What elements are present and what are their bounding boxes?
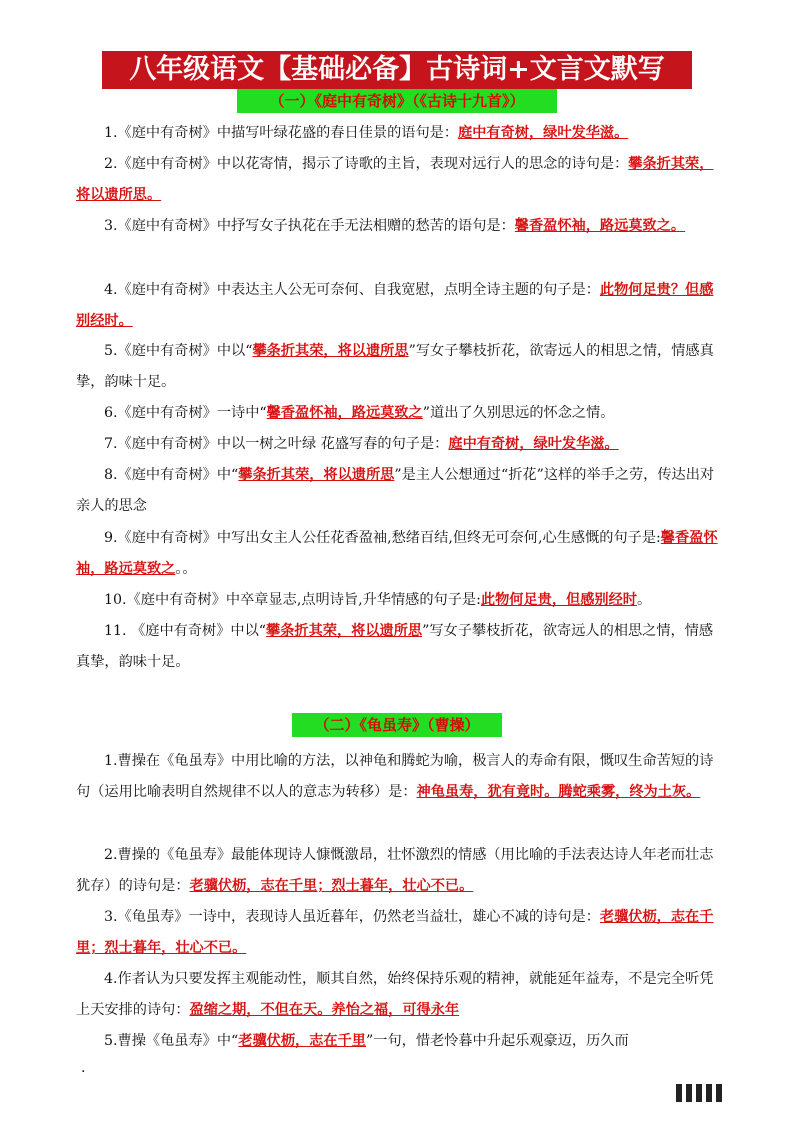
section-heading-1: （一）《庭中有奇树》（《古诗十九首》） [237, 89, 557, 113]
list-item: 6.《庭中有奇树》一诗中“馨香盈怀袖，路远莫致之”道出了久别思远的怀念之情。 [104, 405, 615, 421]
watermark-bars-icon [676, 1084, 722, 1102]
list-item: 2.《庭中有奇树》中以花寄情，揭示了诗歌的主旨，表现对远行人的思念的诗句是：攀条折其荣，将以遗所思。 [76, 156, 714, 203]
list-item: 11. 《庭中有奇树》中以“攀条折其荣，将以遗所思”写女子攀枝折花，欲寄远人的相思之情，情感真挚，韵味十足。 [76, 623, 714, 670]
list-item: 8.《庭中有奇树》中“攀条折其荣，将以遗所思”是主人公想通过“折花”这样的举手之劳，传达出对亲人的思念 [76, 467, 715, 514]
list-item: 1.《庭中有奇树》中描写叶绿花盛的春日佳景的语句是：庭中有奇树，绿叶发华滋。 [104, 125, 629, 141]
page-title: 八年级语文【基础必备】古诗词+文言文默写 [102, 51, 692, 89]
list-item: 7.《庭中有奇树》中以一树之叶绿 花盛写春的句子是：庭中有奇树，绿叶发华滋。 [104, 436, 619, 452]
list-item: 4.《庭中有奇树》中表达主人公无可奈何、自我宽慰，点明全诗主题的句子是：此物何足贵？但感别经时。 [76, 282, 714, 329]
list-item: 3.《龟虽寿》一诗中，表现诗人虽近暮年，仍然老当益壮，雄心不减的诗句是：老骥伏枥，志在千里；烈士暮年，壮心不已。 [76, 909, 714, 956]
list-item: 5.《庭中有奇树》中以“攀条折其荣，将以遗所思”写女子攀枝折花，欲寄远人的相思之情，情感真挚，韵味十足。 [76, 343, 714, 390]
list-item: 3.《庭中有奇树》中抒写女子执花在手无法相赠的愁苦的语句是：馨香盈怀袖，路远莫致之。 [104, 218, 686, 234]
list-item: 4.作者认为只要发挥主观能动性，顺其自然，始终保持乐观的精神，就能延年益寿，不是完全听凭上天安排的诗句：盈缩之期，不但在天。养怡之福，可得永年 [76, 971, 714, 1018]
list-item: 9.《庭中有奇树》中写出女主人公任花香盈袖,愁绪百结,但终无可奈何,心生感慨的句子是:馨香盈怀袖，路远莫致之。。 [76, 530, 718, 577]
list-item: 2.曹操的《龟虽寿》最能体现诗人慷慨激昂，壮怀激烈的情感（用比喻的手法表达诗人年老而壮志犹存）的诗句是：老骥伏枥，志在千里；烈士暮年，壮心不已。 [76, 847, 714, 894]
list-item: 1.曹操在《龟虽寿》中用比喻的方法，以神龟和腾蛇为喻，极言人的寿命有限，慨叹生命苦短的诗句（运用比喻表明自然规律不以人的意志为转移）是：神龟虽寿，犹有竟时。腾蛇乘雾，终为土灰。 [76, 753, 714, 800]
footer-dot: . [81, 1060, 86, 1076]
section-heading-2: （二）《龟虽寿》（曹操） [292, 713, 502, 737]
list-item: 5.曹操《龟虽寿》中“老骥伏枥，志在千里”一句，惜老怜暮中升起乐观豪迈，历久而 [104, 1033, 629, 1049]
list-item: 10.《庭中有奇树》中卒章显志,点明诗旨,升华情感的句子是:此物何足贵，但感别经时。 [104, 592, 652, 608]
